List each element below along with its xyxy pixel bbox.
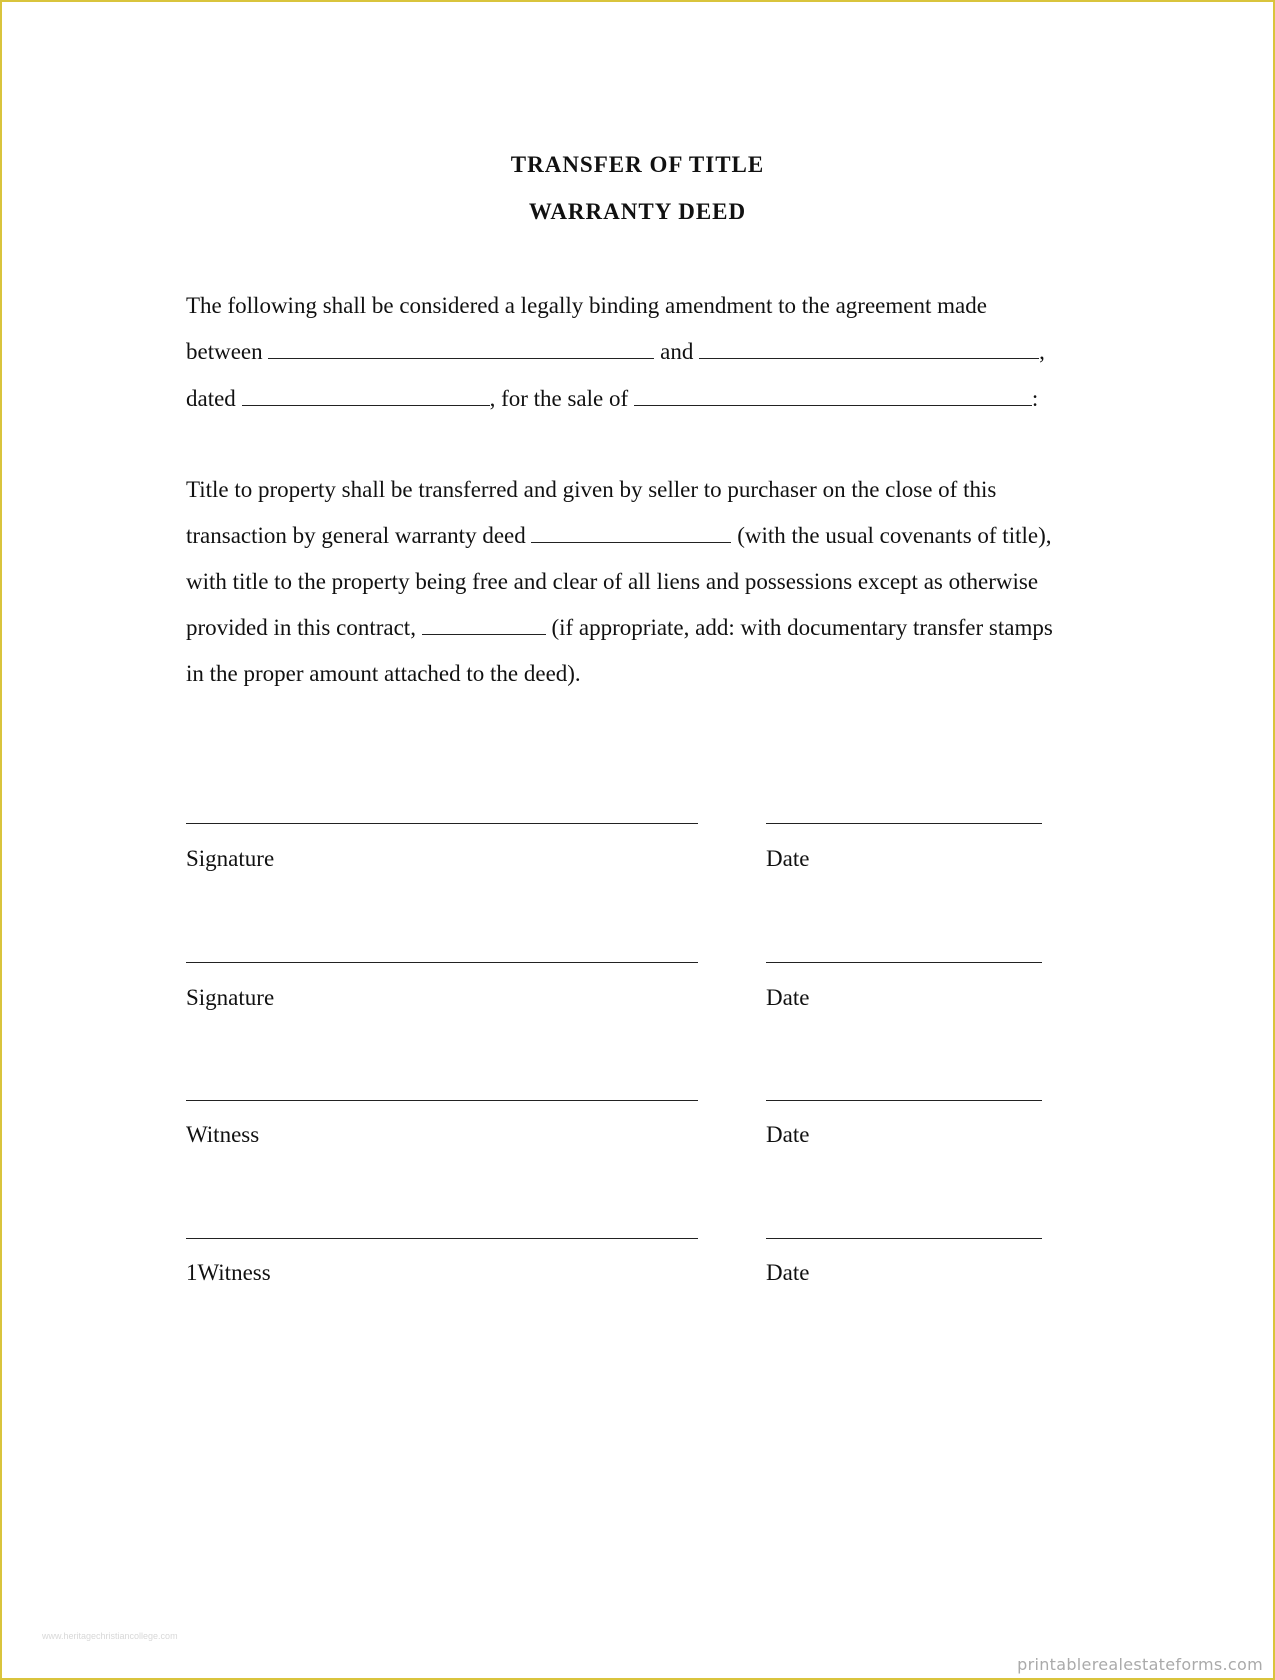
- colon-label: :: [1031, 386, 1039, 411]
- paragraph2-line4: [186, 614, 1053, 642]
- faint-watermark: www.heritagechristiancollege.com: [42, 1631, 178, 1641]
- paragraph2-text-4a: provided in this contract,: [186, 615, 416, 640]
- between-label: between: [186, 339, 263, 364]
- witness-label: 1Witness: [186, 1260, 271, 1285]
- date-line[interactable]: [766, 823, 1042, 824]
- witness-label: Witness: [186, 1122, 260, 1147]
- party1-blank[interactable]: [268, 338, 654, 359]
- witness-line[interactable]: [186, 1100, 698, 1101]
- document-title: TRANSFER OF TITLE: [510, 152, 765, 177]
- party2-blank[interactable]: [699, 338, 1039, 359]
- date-blank[interactable]: [242, 385, 490, 406]
- paragraph2-line5: [186, 660, 581, 688]
- witness-line[interactable]: [186, 1238, 698, 1239]
- paragraph1-line2: [186, 338, 1045, 366]
- date-line[interactable]: [766, 1238, 1042, 1239]
- contract-blank[interactable]: [422, 614, 546, 635]
- paragraph2-text-2b: (with the usual covenants of title),: [737, 523, 1052, 548]
- paragraph2-line1: [186, 476, 996, 504]
- comma-label: ,: [1039, 339, 1045, 364]
- paragraph2-line2: [186, 522, 1052, 550]
- site-watermark: printablerealestateforms.com: [1017, 1655, 1263, 1674]
- and-label: and: [660, 339, 694, 364]
- document-subtitle: WARRANTY DEED: [528, 199, 747, 224]
- date-label: Date: [766, 846, 810, 871]
- date-label: Date: [766, 1260, 810, 1285]
- paragraph1-line3: [186, 385, 1038, 413]
- date-line[interactable]: [766, 1100, 1042, 1101]
- property-blank[interactable]: [634, 385, 1032, 406]
- signature-line[interactable]: [186, 962, 698, 963]
- paragraph2-text-4b: (if appropriate, add: with documentary transfer stamps: [551, 615, 1053, 640]
- paragraph2-line3: [186, 568, 1038, 596]
- date-label: Date: [766, 985, 810, 1010]
- date-label: Date: [766, 1122, 810, 1147]
- signature-line[interactable]: [186, 823, 698, 824]
- sale-of-label: , for the sale of: [489, 386, 629, 411]
- dated-label: dated: [186, 386, 236, 411]
- paragraph1-text: The following shall be considered a legally binding amendment to the agreement made: [186, 293, 987, 318]
- deed-blank[interactable]: [531, 522, 731, 543]
- paragraph2-text-5: in the proper amount attached to the deed).: [186, 661, 581, 686]
- signature-label: Signature: [186, 985, 275, 1010]
- paragraph2-text-2a: transaction by general warranty deed: [186, 523, 526, 548]
- signature-label: Signature: [186, 846, 275, 871]
- paragraph1-line1: [186, 292, 987, 320]
- paragraph2-text-1: Title to property shall be transferred and given by seller to purchaser on the close of this: [186, 477, 997, 502]
- paragraph2-text-3: with title to the property being free and clear of all liens and possessions except as otherwise: [186, 569, 1039, 594]
- date-line[interactable]: [766, 962, 1042, 963]
